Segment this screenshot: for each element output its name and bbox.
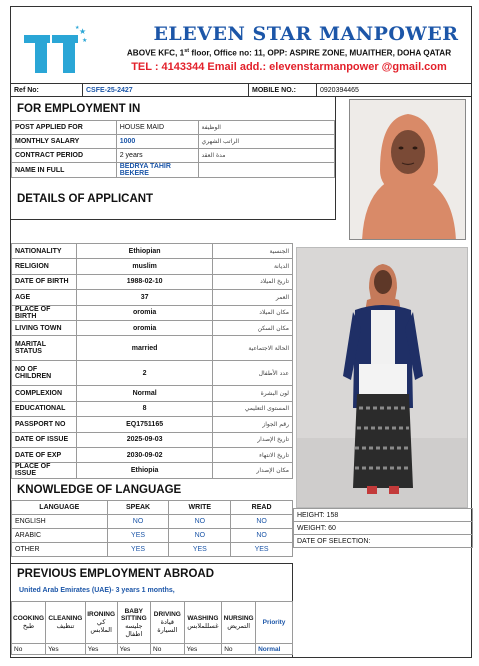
applicant-row	[12, 361, 293, 386]
language-skill-value: YES	[107, 543, 169, 557]
skill-header	[46, 602, 86, 644]
language-name: ARABIC	[12, 529, 108, 543]
applicant-value: Normal	[76, 386, 212, 401]
previous-employment-title: PREVIOUS EMPLOYMENT ABROAD	[17, 568, 215, 580]
previous-employment-note: United Arab Emirates (UAE)- 3 years 1 months,	[19, 587, 175, 594]
employment-arabic-label: مدة العقد	[198, 149, 335, 163]
company-address: ABOVE KFC, 1st floor, Office no: 11, OPP: ASPIRE ZONE, MUAITHER, DOHA QATAR	[126, 48, 452, 58]
applicant-arabic-label: لون البشرة	[213, 386, 293, 401]
skill-value: No	[151, 644, 185, 655]
language-skill-value: NO	[231, 529, 293, 543]
skill-value: No	[222, 644, 256, 655]
applicant-arabic-label: رقم الجواز	[213, 417, 293, 432]
applicant-arabic-label: تاريخ الانتهاء	[213, 447, 293, 462]
skill-header-en: Priority	[262, 619, 286, 626]
applicant-label: DATE OF ISSUE	[12, 432, 77, 447]
applicant-title: DETAILS OF APPLICANT	[17, 193, 154, 205]
skill-value: Normal	[256, 644, 293, 655]
applicant-row	[12, 432, 293, 447]
skill-header-ar: التمريض	[227, 623, 251, 630]
mobile-label: MOBILE NO.:	[249, 84, 317, 97]
svg-text:★: ★	[82, 37, 88, 44]
language-row	[12, 515, 293, 529]
employment-arabic-label: الوظيفة	[198, 121, 335, 135]
applicant-value: oromia	[76, 320, 212, 335]
skill-header-ar: قيادة السيارة	[157, 619, 178, 634]
language-skill-value: YES	[169, 543, 231, 557]
language-skill-value: NO	[169, 515, 231, 529]
employment-value: HOUSE MAID	[116, 121, 198, 135]
skill-header-en: DRIVING	[153, 611, 181, 618]
skill-header-ar: غسللملابس	[187, 623, 219, 630]
applicant-value: muslim	[76, 259, 212, 274]
skill-header-ar: جليسه اطفال	[125, 622, 143, 638]
applicant-value: 2030-09-02	[76, 447, 212, 462]
applicant-value: EQ1751165	[76, 417, 212, 432]
applicant-label: NO OF CHILDREN	[12, 361, 77, 386]
company-name: ELEVEN STAR MANPOWER	[153, 23, 459, 45]
measurements-table	[293, 508, 473, 548]
skill-header	[12, 602, 46, 644]
applicant-label: DATE OF EXP	[12, 447, 77, 462]
language-skill-value: NO	[169, 529, 231, 543]
language-name: OTHER	[12, 543, 108, 557]
applicant-arabic-label: الحالة الاجتماعية	[213, 336, 293, 361]
applicant-arabic-label: الديانة	[213, 259, 293, 274]
applicant-arabic-label: تاريخ الميلاد	[213, 274, 293, 289]
employment-value: 2 years	[116, 149, 198, 163]
skill-header	[151, 602, 185, 644]
skill-value: Yes	[117, 644, 150, 655]
applicant-label: PASSPORT NO	[12, 417, 77, 432]
skills-table	[11, 601, 293, 655]
language-skill-value: YES	[107, 529, 169, 543]
letterhead	[11, 7, 471, 83]
applicant-value: 37	[76, 290, 212, 305]
language-column-header: LANGUAGE	[12, 501, 108, 515]
applicant-row	[12, 244, 293, 259]
employment-label: MONTHLY SALARY	[12, 135, 117, 149]
applicant-arabic-label: العمر	[213, 290, 293, 305]
mobile-number: 0920394465	[320, 87, 359, 94]
date-of-selection: DATE OF SELECTION:	[294, 535, 473, 548]
height-value: HEIGHT: 158	[294, 509, 473, 522]
applicant-row	[12, 259, 293, 274]
skill-header	[117, 602, 150, 644]
applicant-label: PLACE OF BIRTH	[12, 305, 77, 320]
employment-table	[11, 120, 335, 178]
skill-header	[85, 602, 117, 644]
employment-row	[12, 163, 335, 178]
skill-header-ar: كي الملابس	[90, 619, 112, 634]
skill-header-en: CLEANING	[48, 615, 83, 622]
applicant-label: LIVING TOWN	[12, 320, 77, 335]
employment-label: NAME IN FULL	[12, 163, 117, 178]
applicant-row	[12, 401, 293, 416]
applicant-label: MARITAL STATUS	[12, 336, 77, 361]
applicant-details-table	[11, 243, 293, 479]
applicant-row	[12, 305, 293, 320]
language-column-header: WRITE	[169, 501, 231, 515]
company-logo	[21, 25, 89, 75]
applicant-value: 8	[76, 401, 212, 416]
applicant-row	[12, 417, 293, 432]
applicant-label: EDUCATIONAL	[12, 401, 77, 416]
applicant-value: Ethiopia	[76, 463, 212, 478]
applicant-row	[12, 290, 293, 305]
skill-header-en: NURSING	[223, 615, 254, 622]
ref-label: Ref No:	[11, 84, 83, 97]
skill-value: Yes	[46, 644, 86, 655]
language-table	[11, 500, 293, 557]
skill-header-en: WASHING	[187, 615, 219, 622]
applicant-portrait-photo	[349, 99, 466, 240]
applicant-label: AGE	[12, 290, 77, 305]
employment-arabic-label	[198, 163, 335, 178]
applicant-row	[12, 336, 293, 361]
skill-header	[256, 602, 293, 644]
skill-value: Yes	[85, 644, 117, 655]
applicant-value: oromia	[76, 305, 212, 320]
applicant-label: PLACE OF ISSUE	[12, 463, 77, 478]
employment-row	[12, 149, 335, 163]
applicant-row	[12, 274, 293, 289]
applicant-row	[12, 447, 293, 462]
applicant-label: RELIGION	[12, 259, 77, 274]
employment-title: FOR EMPLOYMENT IN	[17, 103, 141, 115]
applicant-arabic-label: مكان الميلاد	[213, 305, 293, 320]
employment-arabic-label: الراتب الشهري	[198, 135, 335, 149]
skill-header-en: COOKING	[13, 615, 45, 622]
applicant-row	[12, 386, 293, 401]
applicant-label: NATIONALITY	[12, 244, 77, 259]
applicant-value: 1988-02-10	[76, 274, 212, 289]
skill-header-en: IRONING	[87, 611, 116, 618]
employment-row	[12, 121, 335, 135]
applicant-full-body-photo	[296, 247, 468, 508]
cv-sheet	[10, 6, 472, 658]
applicant-value: married	[76, 336, 212, 361]
applicant-arabic-label: المستوى التعليمي	[213, 401, 293, 416]
applicant-label: DATE OF BIRTH	[12, 274, 77, 289]
company-contact: TEL : 4143344 Email add.: elevenstarmanpower @gmail.com	[131, 61, 447, 73]
language-row	[12, 529, 293, 543]
applicant-value: 2	[76, 361, 212, 386]
applicant-arabic-label: عدد الأطفال	[213, 361, 293, 386]
applicant-value: 2025-09-03	[76, 432, 212, 447]
language-name: ENGLISH	[12, 515, 108, 529]
applicant-arabic-label: الجنسية	[213, 244, 293, 259]
applicant-row	[12, 320, 293, 335]
weight-value: WEIGHT: 60	[294, 522, 473, 535]
applicant-arabic-label: تاريخ الإصدار	[213, 432, 293, 447]
employment-label: POST APPLIED FOR	[12, 121, 117, 135]
language-column-header: SPEAK	[107, 501, 169, 515]
language-title: KNOWLEDGE OF LANGUAGE	[17, 484, 182, 496]
skill-header	[184, 602, 222, 644]
language-skill-value: NO	[107, 515, 169, 529]
reference-row	[11, 83, 471, 97]
language-skill-value: NO	[231, 515, 293, 529]
skill-value: Yes	[184, 644, 222, 655]
language-skill-value: YES	[231, 543, 293, 557]
language-column-header: READ	[231, 501, 293, 515]
ref-number: CSFE-25-2427	[83, 84, 249, 97]
svg-text:★: ★	[79, 27, 87, 36]
applicant-arabic-label: مكان السكن	[213, 320, 293, 335]
applicant-arabic-label: مكان الإصدار	[213, 463, 293, 478]
svg-text:★: ★	[75, 25, 80, 31]
applicant-label: COMPLEXION	[12, 386, 77, 401]
skill-header	[222, 602, 256, 644]
skill-header-ar: تنظيف	[56, 623, 75, 630]
applicant-row	[12, 463, 293, 478]
employment-label: CONTRACT PERIOD	[12, 149, 117, 163]
employment-value: 1000	[116, 135, 198, 149]
skill-value: No	[12, 644, 46, 655]
employment-row	[12, 135, 335, 149]
skill-header-en: BABY SITTING	[120, 607, 147, 622]
language-row	[12, 543, 293, 557]
employment-value: BEDRYA TAHIR BEKERE	[116, 163, 198, 178]
applicant-value: Ethiopian	[76, 244, 212, 259]
skill-header-ar: طبخ	[22, 623, 35, 630]
